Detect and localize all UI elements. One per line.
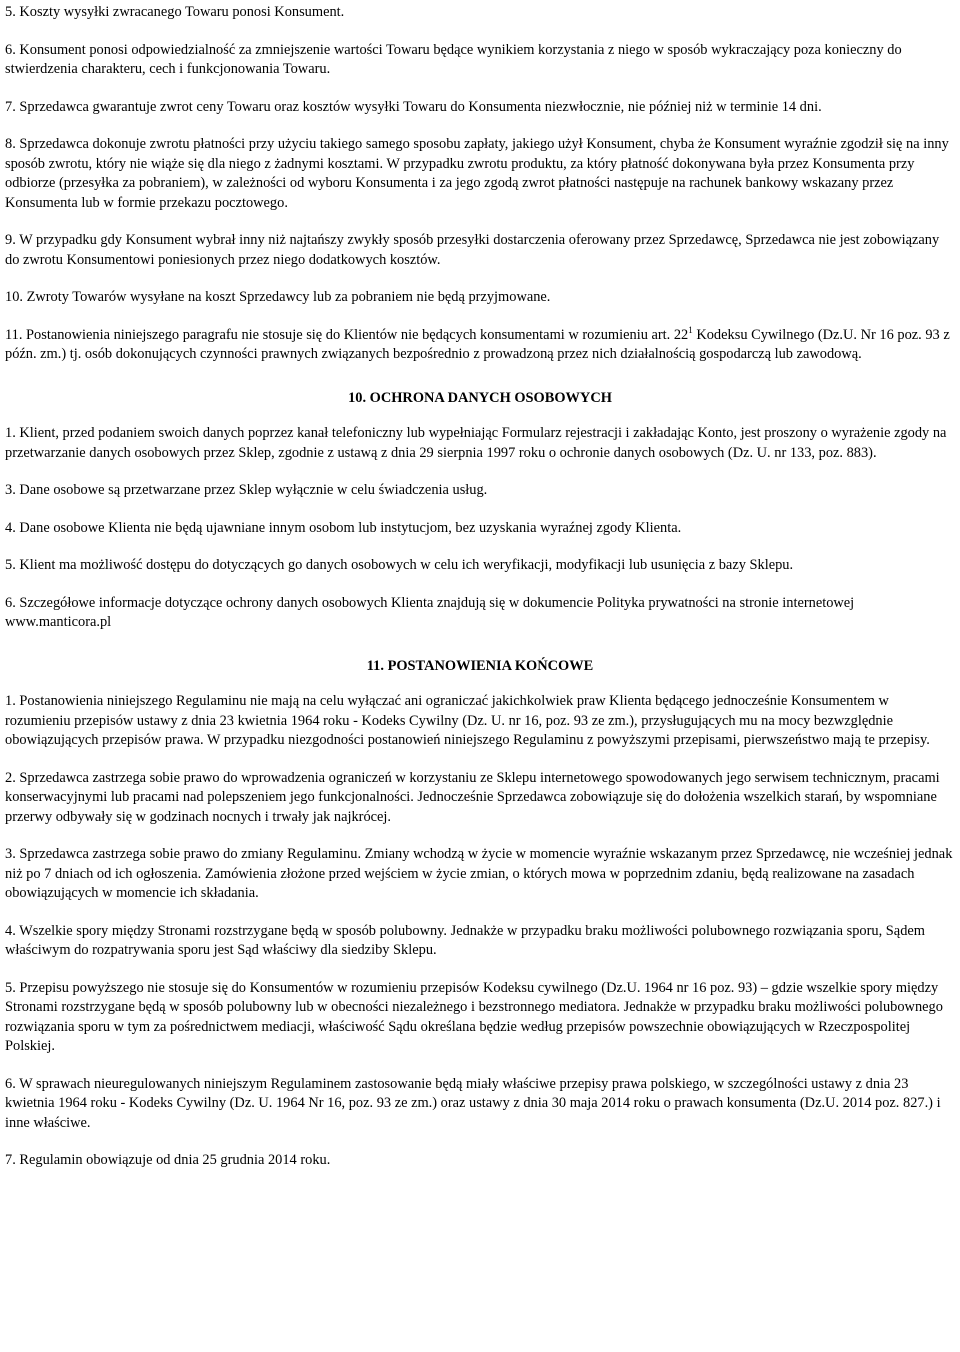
document-page [5,3,955,1189]
applicable-law-clause: 6. W sprawach nieuregulowanych niniejszym Regulaminem zastosowanie będą miały właściwe przepisy prawa polskiego, w szczególności ustawy z dnia 23 kwietnia 1964 roku - Kodeks Cywilny (Dz. U. 1964 Nr 16, poz. 93 ze zm.) oraz ustawy z dnia 30 maja 2014 roku o prawach konsumenta (Dz.U. 2014 poz. 827.) i inne właściwe. [5,1075,941,1131]
consumer-rights-clause: 1. Postanowienia niniejszego Regulaminu nie mają na celu wyłączać ani ograniczać jakichkolwiek praw Klienta będącego jednocześnie Konsumentem w rozumieniu przepisów ustawy z dnia 23 kwietnia 1964 roku - Kodeks Cywilny (Dz. U. nr 16, poz. 93 ze zm.), przysługujących mu na mocy bezwzględnie obowiązujących przepisów prawa. W przypadku niezgodności postanowień niniejszego Regulaminu z powyższymi przepisami, pierwszeństwo mają te przepisy. [5,693,930,748]
terms-change-clause: 3. Sprzedawca zastrzega sobie prawo do zmiany Regulaminu. Zmiany wchodzą w życie w momencie wyraźnie wskazanym przez Sprzedawcę, nie wcześniej jednak niż po 7 dniach od ich ogłoszenia. Zamówienia złożone przed wejściem w życie zmian, o których mowa w poprzednim zdaniu, będą realizowane na zasadach obowiązujących w momencie ich składania. [5,846,953,901]
effective-date-clause: 7. Regulamin obowiązuje od dnia 25 grudnia 2014 roku. [5,1152,331,1168]
refund-guarantee-clause: 7. Sprzedawca gwarantuje zwrot ceny Towaru oraz kosztów wysyłki Towaru do Konsumenta niezwłocznie, nie później niż w terminie 14 dni. [5,98,822,115]
non-consumer-clause-text-cont: Kodeksu Cywilnego (Dz.U. Nr 16 poz. 93 z późn. zm.) tj. osób dokonujących czynności prawnych związanych bezpośrednio z prowadzoną przez nich działalnością gospodarczą lub zawodową. [5,326,950,362]
data-purpose-clause: 3. Dane osobowe są przetwarzane przez Sklep wyłącznie w celu świadczenia usług. [5,482,488,498]
shipping-choice-clause: 9. W przypadku gdy Konsument wybrał inny niż najtańszy zwykły sposób przesyłki dostarczenia oferowany przez Sprzedawcę, Sprzedawca nie jest zobowiązany do zwrotu Konsumentowi poniesionych przez niego dodatkowych kosztów. [5,232,940,268]
consumer-disputes-clause: 5. Przepisu powyższego nie stosuje się do Konsumentów w rozumieniu przepisów Kodeksu cywilnego (Dz.U. 1964 nr 16 poz. 93) – gdzie wszelkie spory między Stronami rozstrzygane będą w sposób polubowny lub w obecności niezależnego i bezstronnego mediatora. Jednakże w przypadku braku możliwości polubownego rozwiązania sporu w tym za pośrednictwem mediacji, właściwość Sądu określana będzie według przepisów powszechnie obowiązujących w Rzeczpospolitej Polskiej. [5,979,943,1054]
data-access-clause: 5. Klient ma możliwość dostępu do dotyczących go danych osobowych w celu ich weryfikacji, modyfikacji lub usunięcia z bazy Sklepu. [5,557,794,573]
privacy-policy-clause: 6. Szczegółowe informacje dotyczące ochrony danych osobowych Klienta znajdują się w dokumencie Polityka prywatności na stronie internetowej www.manticora.pl [5,594,855,630]
refund-method-clause: 8. Sprzedawca dokonuje zwrotu płatności przy użyciu takiego samego sposobu zapłaty, jakiego użył Konsument, chyba że Konsument wyraźnie zgodził się na inny sposób zwrotu, który nie wiąże się dla niego z żadnymi kosztami. W przypadku zwrotu produktu, za który płatność dokonywana była przez Konsumenta przy odbiorze (przesyłka za pobraniem), w zależności od wyboru Konsumenta i za jego zgodą zwrot płatności następuje na rachunek bankowy wskazany przez Konsumenta lub w formie przekazu pocztowego. [5,136,949,211]
data-disclosure-clause: 4. Dane osobowe Klienta nie będą ujawniane innym osobom lub instytucjom, bez uzyskania wyraźnej zgody Klienta. [5,519,682,536]
cod-returns-clause: 10. Zwroty Towarów wysyłane na koszt Sprzedawcy lub za pobraniem nie będą przyjmowane. [5,289,551,305]
data-consent-clause: 1. Klient, przed podaniem swoich danych poprzez kanał telefoniczny lub wypełniając Formularz rejestracji i zakładając Konto, jest proszony o wyrażenie zgody na przetwarzanie danych osobowych przez Sklep, zgodnie z ustawą z dnia 29 sierpnia 1997 roku o ochronie danych osobowych (Dz. U. nr 133, poz. 883). [5,425,947,461]
non-consumer-clause [5,326,955,365]
liability-clause: 6. Konsument ponosi odpowiedzialność za zmniejszenie wartości Towaru będące wynikiem korzystania z niego w sposób wykraczający poza konieczny do stwierdzenia charakteru, cech i funkcjonowania Towaru. [5,41,902,77]
disputes-clause: 4. Wszelkie spory między Stronami rozstrzygane będą w sposób polubowny. Jednakże w przypadku braku możliwości polubownego rozwiązania sporu, Sądem właściwym do rozpatrywania sporu jest Sąd właściwy dla siedziby Sklepu. [5,922,925,958]
article-superscript: 1 [688,324,693,335]
section-heading-final-provisions: 11. POSTANOWIENIA KOŃCOWE [366,657,594,674]
non-consumer-clause-text: 11. Postanowienia niniejszego paragrafu nie stosuje się do Klientów nie będących konsumentami w rozumieniu art. 22 [5,326,689,343]
service-limitations-clause: 2. Sprzedawca zastrzega sobie prawo do wprowadzenia ograniczeń w korzystaniu ze Sklepu internetowego spowodowanych jego serwisem technicznym, pracami konserwacyjnymi lub pracami nad polepszeniem jego funkcjonalności. Jednocześnie Sprzedawca zobowiązuje się do dołożenia wszelkich starań, by wspomniane przerwy odbywały się w godzinach nocnych i trwały jak najkrócej. [5,769,940,825]
return-cost-clause: 5. Koszty wysyłki zwracanego Towaru ponosi Konsument. [5,4,345,20]
section-heading-data-protection: 10. OCHRONA DANYCH OSOBOWYCH [348,389,612,406]
